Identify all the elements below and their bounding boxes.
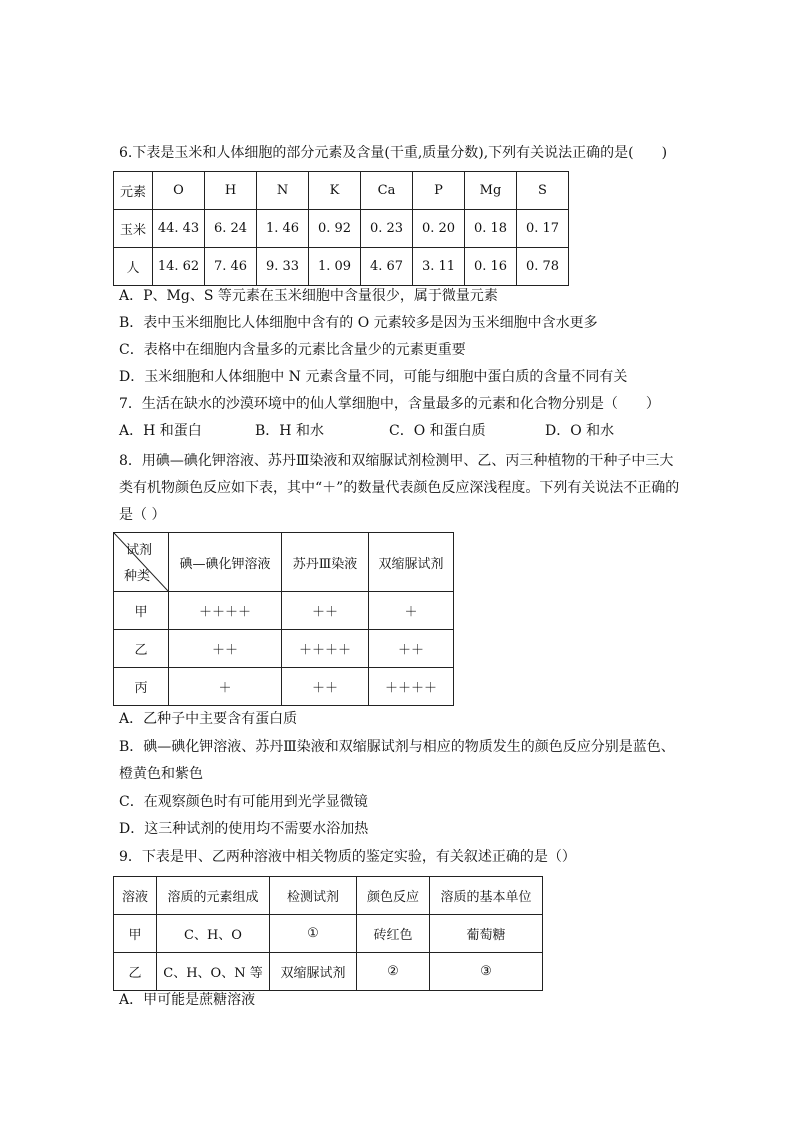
table-cell: ＋ — [369, 592, 454, 630]
header-cell: O — [153, 172, 205, 210]
table-cell: ＋＋ — [282, 668, 369, 706]
table-row — [114, 915, 543, 953]
table-cell: ＋＋ — [282, 592, 369, 630]
table-cell: 9. 33 — [257, 248, 309, 286]
table-row — [114, 953, 543, 991]
q7-option-c: C．O 和蛋白质 — [389, 423, 486, 439]
header-cell: S — [517, 172, 569, 210]
table-cell: 0. 23 — [361, 210, 413, 248]
header-cell: 颜色反应 — [357, 877, 430, 915]
header-cell: 检测试剂 — [270, 877, 357, 915]
table-cell: ＋ — [169, 668, 282, 706]
q8-option-b-continued: 橙黄色和紫色 — [119, 766, 203, 782]
table-cell: 人 — [114, 248, 153, 286]
q7-option-d: D．O 和水 — [545, 423, 615, 439]
header-cell: 碘—碘化钾溶液 — [169, 533, 282, 592]
q8-option-a: A．乙种子中主要含有蛋白质 — [119, 711, 298, 727]
table-cell: 0. 20 — [413, 210, 465, 248]
table-cell: 0. 92 — [309, 210, 361, 248]
table-header-row — [114, 533, 454, 592]
q9-solution-table — [113, 876, 543, 991]
table-cell: ＋＋ — [169, 630, 282, 668]
table-cell: 44. 43 — [153, 210, 205, 248]
header-cell: Ca — [361, 172, 413, 210]
table-cell: 4. 67 — [361, 248, 413, 286]
table-cell: 玉米 — [114, 210, 153, 248]
table-cell: 乙 — [114, 630, 169, 668]
q8-reagent-table — [113, 532, 454, 706]
q6-option-a: A．P、Mg、S 等元素在玉米细胞中含量很少，属于微量元素 — [119, 288, 498, 304]
table-cell: ＋＋ — [369, 630, 454, 668]
q9-stem: 9．下表是甲、乙两种溶液中相关物质的鉴定实验，有关叙述正确的是（） — [119, 849, 576, 865]
q8-stem-line-3: 是（ ） — [119, 507, 166, 523]
table-cell: ＋＋＋＋ — [282, 630, 369, 668]
table-cell: 葡萄糖 — [430, 915, 543, 953]
header-cell: H — [205, 172, 257, 210]
table-cell: 1. 09 — [309, 248, 361, 286]
q8-option-c: C．在观察颜色时有可能用到光学显微镜 — [119, 794, 368, 810]
table-cell: 0. 18 — [465, 210, 517, 248]
header-cell: 溶液 — [114, 877, 157, 915]
q8-option-b: B．碘—碘化钾溶液、苏丹Ⅲ染液和双缩脲试剂与相应的物质发生的颜色反应分别是蓝色、 — [119, 739, 675, 755]
header-cell: 元素 — [114, 172, 153, 210]
table-cell: 7. 46 — [205, 248, 257, 286]
q8-option-d: D．这三种试剂的使用均不需要水浴加热 — [119, 821, 369, 837]
corner-label-top: 试剂 — [126, 543, 153, 558]
table-cell: 1. 46 — [257, 210, 309, 248]
q6-element-table — [113, 171, 569, 286]
table-cell: 丙 — [114, 668, 169, 706]
table-cell: ③ — [430, 953, 543, 991]
table-cell: 甲 — [114, 592, 169, 630]
table-cell: 乙 — [114, 953, 157, 991]
q7-option-b: B．H 和水 — [255, 423, 324, 439]
corner-label-bottom: 种类 — [124, 569, 151, 584]
table-row — [114, 592, 454, 630]
table-cell: 0. 78 — [517, 248, 569, 286]
diagonal-corner-cell — [114, 533, 169, 592]
q6-option-b: B．表中玉米细胞比人体细胞中含有的 O 元素较多是因为玉米细胞中含水更多 — [119, 315, 598, 331]
header-cell: Mg — [465, 172, 517, 210]
table-cell: C、H、O — [157, 915, 270, 953]
q6-stem: 6.下表是玉米和人体细胞的部分元素及含量(干重,质量分数),下列有关说法正确的是( ) — [119, 145, 668, 161]
header-cell: 双缩脲试剂 — [369, 533, 454, 592]
q8-stem-line-1: 8．用碘—碘化钾溶液、苏丹Ⅲ染液和双缩脲试剂检测甲、乙、丙三种植物的干种子中三大 — [119, 453, 674, 469]
table-cell: ① — [270, 915, 357, 953]
table-header-row — [114, 877, 543, 915]
table-cell: ② — [357, 953, 430, 991]
table-cell: 14. 62 — [153, 248, 205, 286]
table-row — [114, 248, 569, 286]
table-cell: 砖红色 — [357, 915, 430, 953]
table-cell: 0. 16 — [465, 248, 517, 286]
table-row — [114, 630, 454, 668]
table-cell: C、H、O、N 等 — [157, 953, 270, 991]
table-header-row — [114, 172, 569, 210]
table-row — [114, 668, 454, 706]
table-cell: 0. 17 — [517, 210, 569, 248]
header-cell: P — [413, 172, 465, 210]
q7-stem: 7．生活在缺水的沙漠环境中的仙人掌细胞中，含量最多的元素和化合物分别是（ ） — [119, 396, 660, 412]
table-cell: ＋＋＋＋ — [169, 592, 282, 630]
header-cell: N — [257, 172, 309, 210]
header-cell: 溶质的元素组成 — [157, 877, 270, 915]
q6-option-c: C．表格中在细胞内含量多的元素比含量少的元素更重要 — [119, 342, 466, 358]
table-cell: ＋＋＋＋ — [369, 668, 454, 706]
header-cell: 溶质的基本单位 — [430, 877, 543, 915]
table-cell: 6. 24 — [205, 210, 257, 248]
q9-option-a: A．甲可能是蔗糖溶液 — [119, 992, 256, 1008]
q8-stem-line-2: 类有机物颜色反应如下表，其中“＋”的数量代表颜色反应深浅程度。下列有关说法不正确的 — [119, 480, 680, 496]
table-cell: 双缩脲试剂 — [270, 953, 357, 991]
header-cell: K — [309, 172, 361, 210]
table-cell: 3. 11 — [413, 248, 465, 286]
header-cell: 苏丹Ⅲ染液 — [282, 533, 369, 592]
table-cell: 甲 — [114, 915, 157, 953]
table-row — [114, 210, 569, 248]
q7-option-a: A．H 和蛋白 — [119, 423, 202, 439]
q6-option-d: D．玉米细胞和人体细胞中 N 元素含量不同，可能与细胞中蛋白质的含量不同有关 — [119, 369, 628, 385]
